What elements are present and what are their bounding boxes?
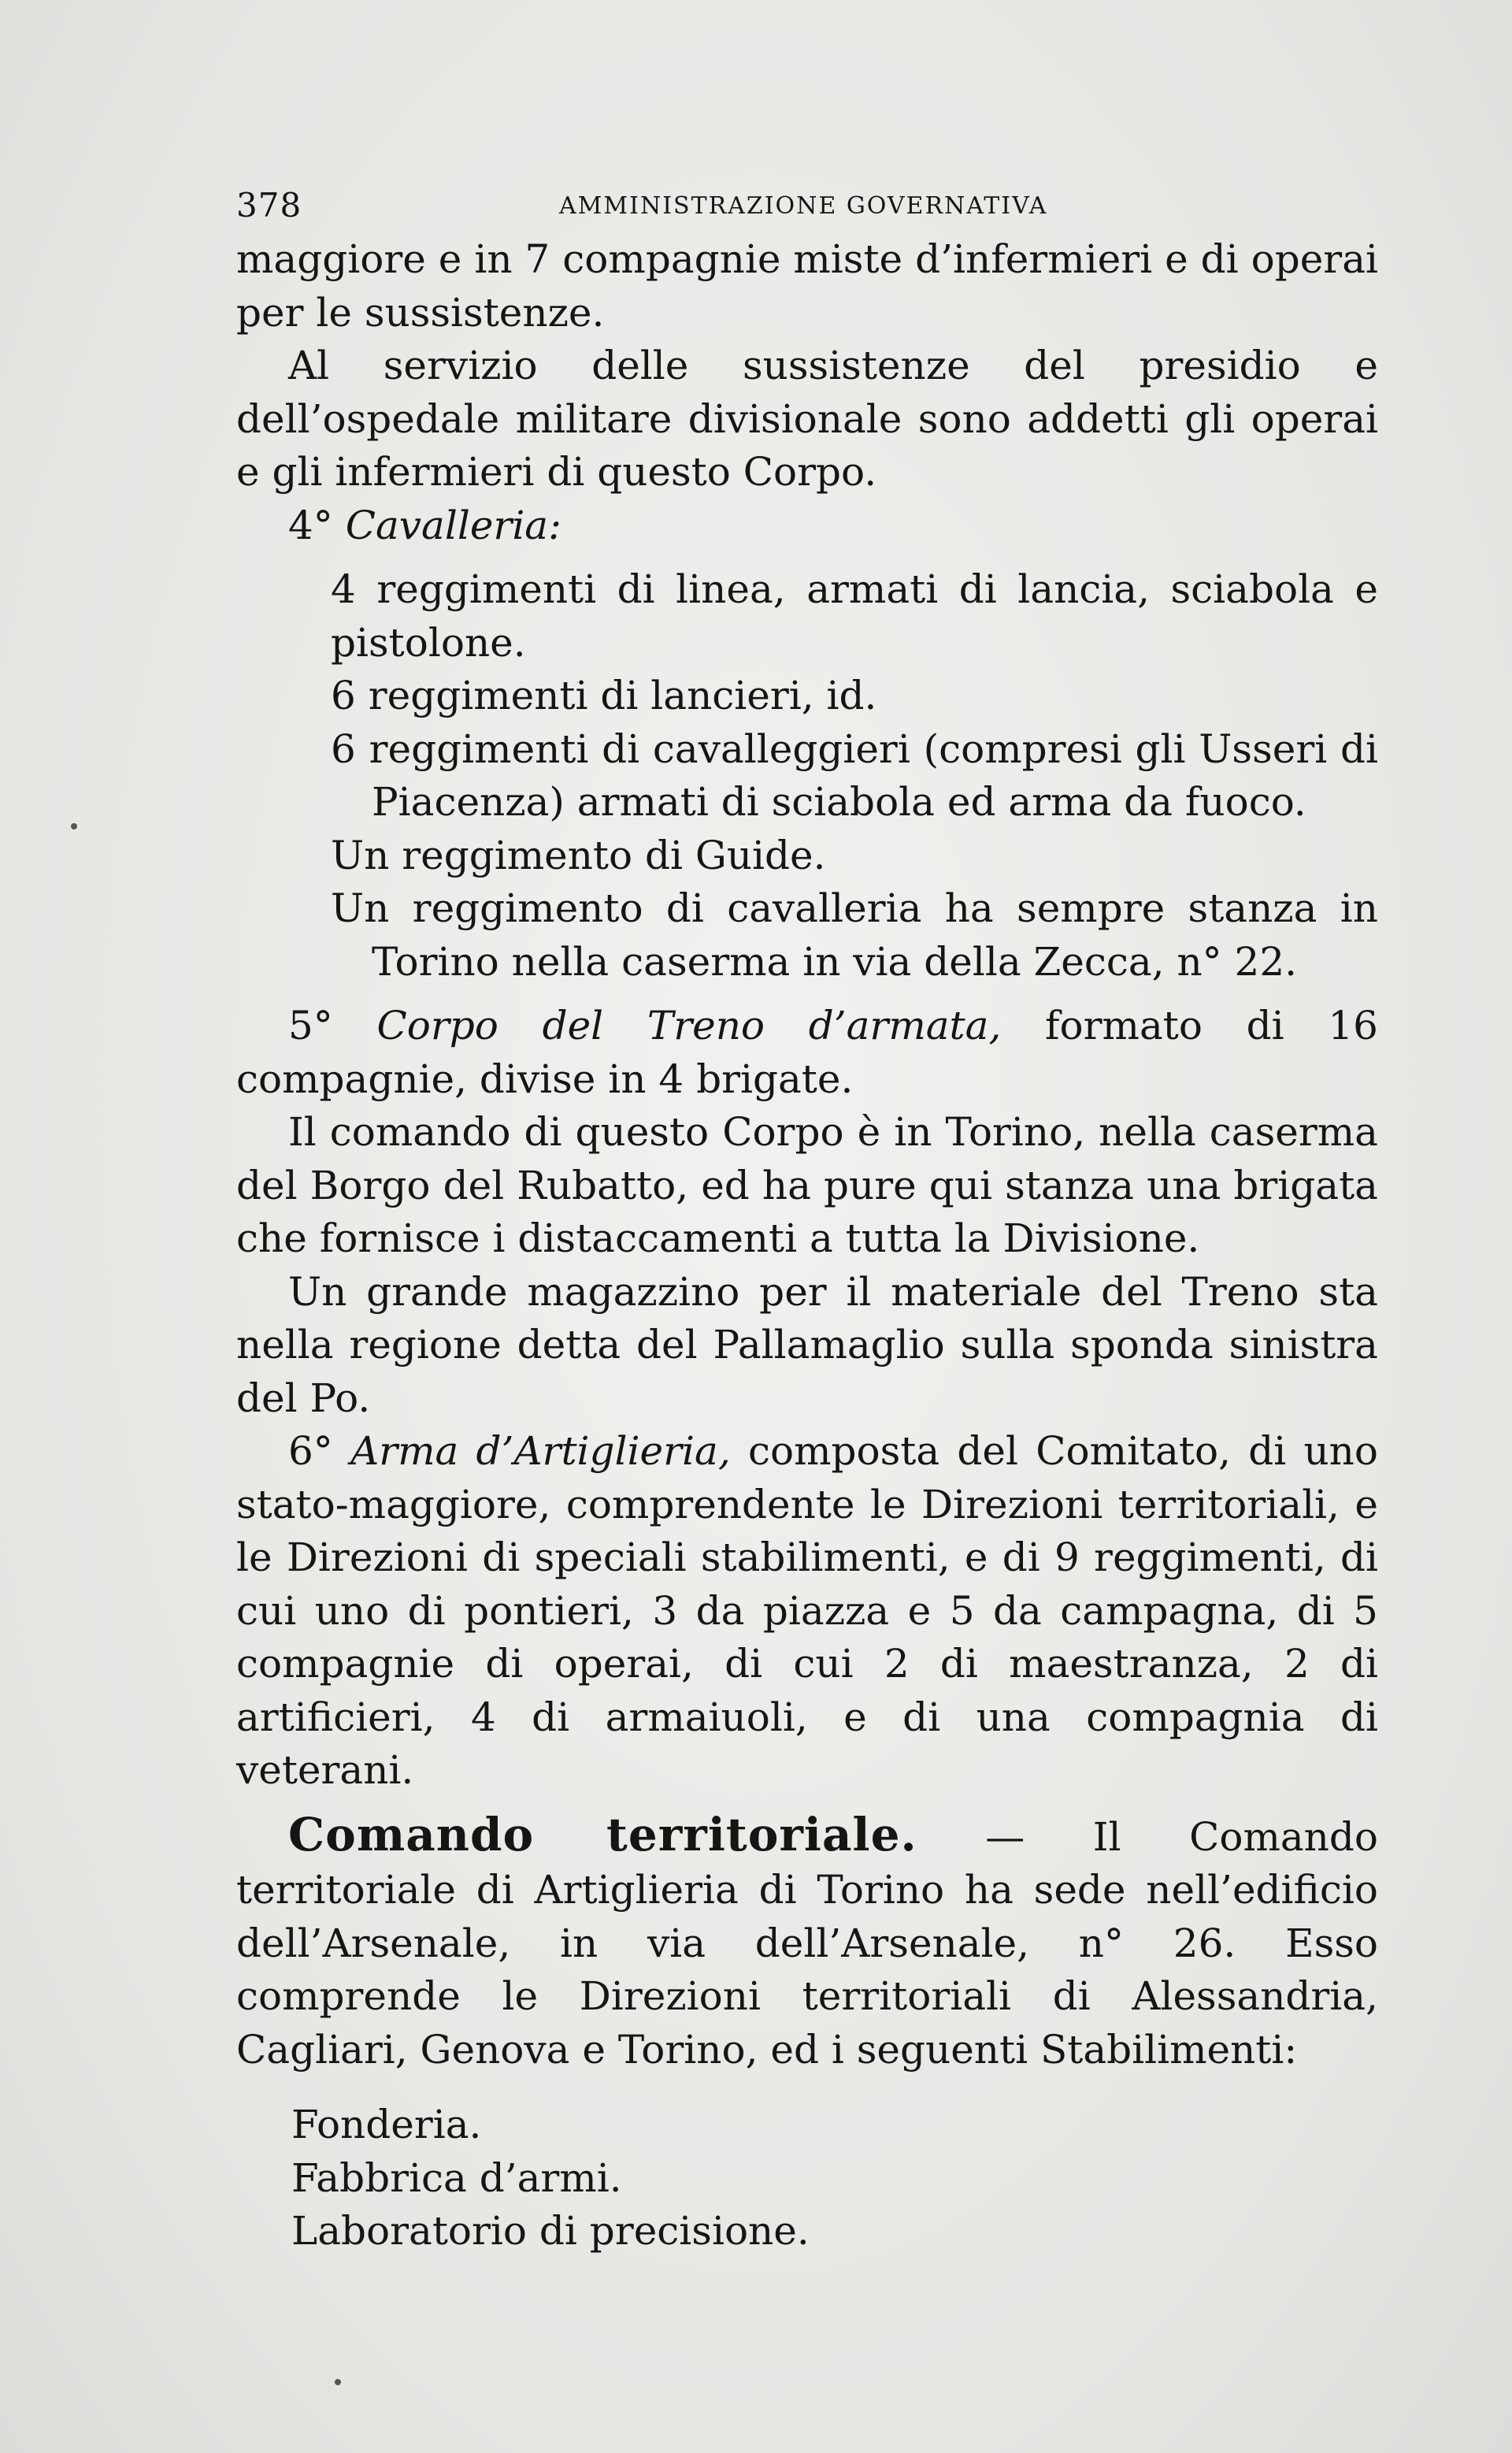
- section-number: 5°: [288, 1003, 333, 1048]
- paragraph-comando-treno: Il comando di questo Corpo è in Torino, nella caserma del Borgo del Rubatto, ed ha pure qui stanza una brigata che fornisce i distaccamenti a tutta la Divisione.: [236, 1109, 1378, 1261]
- page-body: [236, 233, 1378, 2258]
- cavalry-item: 6 reggimenti di cavalleggieri (compresi gli Usseri di Piacenza) armati di sciabola ed arma da fuoco.: [331, 726, 1378, 825]
- cavalry-item: Un reggimento di Guide.: [331, 832, 826, 878]
- section-cavalleria-heading: [236, 499, 1378, 553]
- cavalry-item: Un reggimento di cavalleria ha sempre stanza in Torino nella caserma in via della Zecca, n° 22.: [331, 885, 1378, 985]
- section-title: Corpo del Treno d’armata,: [376, 1003, 1002, 1048]
- paragraph-sussistenze: maggiore e in 7 compagnie miste d’infermieri e di operai per le sussistenze.: [236, 236, 1378, 336]
- page-header: [236, 186, 1378, 233]
- establishment-item: Laboratorio di precisione.: [291, 2208, 810, 2254]
- cavalry-item: 4 reggimenti di linea, armati di lancia, sciabola e pistolone.: [331, 566, 1378, 666]
- section-comando-territoriale: [236, 1809, 1378, 2077]
- subsection-title: Comando territoriale.: [288, 1807, 917, 1861]
- section-number: 6°: [288, 1428, 333, 1474]
- section-text: composta del Comitato, di uno stato-maggiore, comprendente le Direzioni territoriali, e le Direzioni di speciali stabilimenti, e di 9 reggimenti, di cui uno di pontieri, 3 da piazza e 5 da campagna, di 5 compagnie di operai, di cui 2 di maestranza, 2 di artificieri, 4 di armaiuoli, e di una compagnia di veterani.: [236, 1428, 1378, 1793]
- section-text: formato di 16 compagnie, divise in 4 brigate.: [236, 1003, 1378, 1102]
- running-title: AMMINISTRAZIONE GOVERNATIVA: [559, 192, 1048, 220]
- print-speck: [335, 2379, 341, 2385]
- book-page: [236, 186, 1378, 2258]
- subsection-text: — Il Comando territoriale di Artiglieria di Torino ha sede nell’edificio dell’Arsenale, in via dell’Arsenale, n° 26. Esso comprende le Direzioni territoriali di Alessandria, Cagliari, Genova e Torino, ed i seguenti Stabilimenti:: [236, 1813, 1378, 2073]
- section-artiglieria: [236, 1425, 1378, 1798]
- establishment-item: Fabbrica d’armi.: [291, 2154, 622, 2201]
- establishment-item: Fonderia.: [291, 2102, 482, 2147]
- paragraph-magazzino: Un grande magazzino per il materiale del Treno sta nella regione detta del Pallamaglio sulla sponda sinistra del Po.: [236, 1268, 1378, 1421]
- section-number: 4°: [288, 502, 333, 548]
- print-speck: [71, 823, 77, 829]
- paragraph-servizio: Al servizio delle sussistenze del presidio e dell’ospedale militare divisionale sono addetti gli operai e gli infermieri di questo Corpo.: [236, 343, 1378, 495]
- page-number: 378: [236, 186, 302, 225]
- section-title: Arma d’Artiglieria,: [350, 1428, 731, 1474]
- section-title: Cavalleria:: [345, 502, 561, 548]
- cavalry-item: 6 reggimenti di lancieri, id.: [331, 673, 877, 718]
- section-treno: [236, 1000, 1378, 1106]
